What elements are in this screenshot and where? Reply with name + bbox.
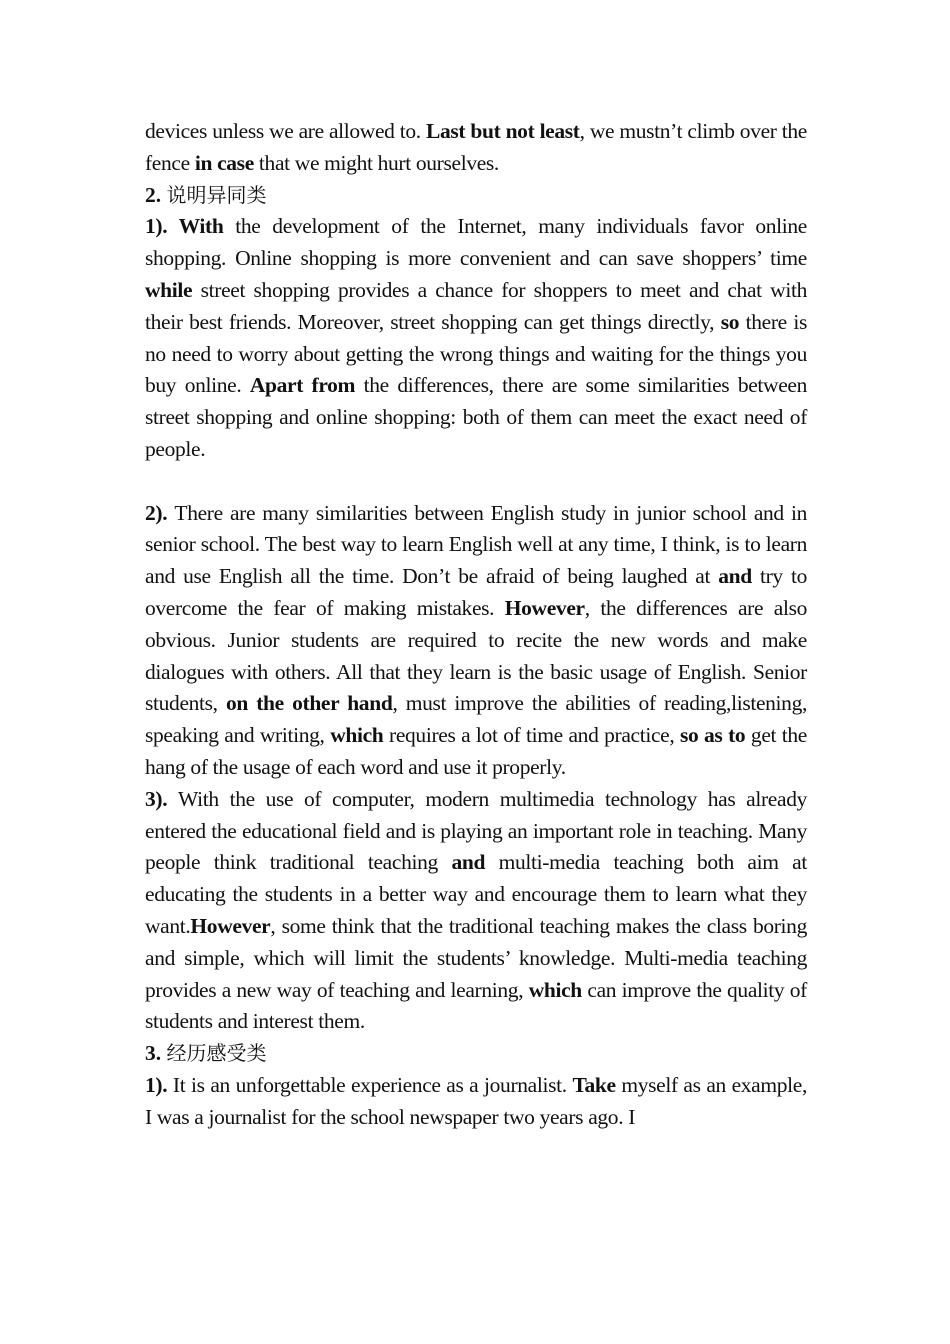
- section-3-heading: 3. 经历感受类: [145, 1041, 267, 1066]
- section-2-paragraph-2: 2). There are many similarities between English study in junior school and in senior school. The best way to learn English well at any time, I think, is to learn and use English all the time. Don’t be afraid of being laughed at and try to overcome the fear of making mistakes. However, the differences are also obvious. Junior students are required to recite the new words and make dialogues with others. All that they learn is the basic usage of English. Senior students, on the other hand, must improve the abilities of reading,listening, speaking and writing, which requires a lot of time and practice, so as to get the hang of the usage of each word and use it properly.: [145, 500, 808, 779]
- section-2-heading: 2. 说明异同类: [145, 182, 267, 207]
- blank-line: [145, 466, 807, 498]
- section-2-paragraph-3: 3). With the use of computer, modern multimedia technology has already entered the educational field and is playing an important role in teaching. Many people think traditional teaching and multi-media teaching both aim at educating the students in a better way and encourage them to learn what they want.However, some think that the traditional teaching makes the class boring and simple, which will limit the students’ knowledge. Multi-media teaching provides a new way of teaching and learning, which can improve the quality of students and interest them.: [145, 786, 807, 1034]
- section-2-paragraph-1: 1). With the development of the Internet, many individuals favor online shopping. Online shopping is more convenient and can save shoppers’ time while street shopping provides a chance for shoppers to meet and chat with their best friends. Moreover, street shopping can get things directly, so there is no need to worry about getting the wrong things and waiting for the things you buy online. Apart from the differences, there are some similarities between street shopping and online shopping: both of them can meet the exact need of people.: [145, 214, 807, 461]
- document-body: [145, 116, 807, 1134]
- section-3-paragraph-1: 1). It is an unforgettable experience as a journalist. Take myself as an example, I was a journalist for the school newspaper two years ago. I: [145, 1072, 807, 1129]
- intro-paragraph: devices unless we are allowed to. Last but not least, we mustn’t climb over the fence in case that we might hurt ourselves.: [145, 119, 807, 175]
